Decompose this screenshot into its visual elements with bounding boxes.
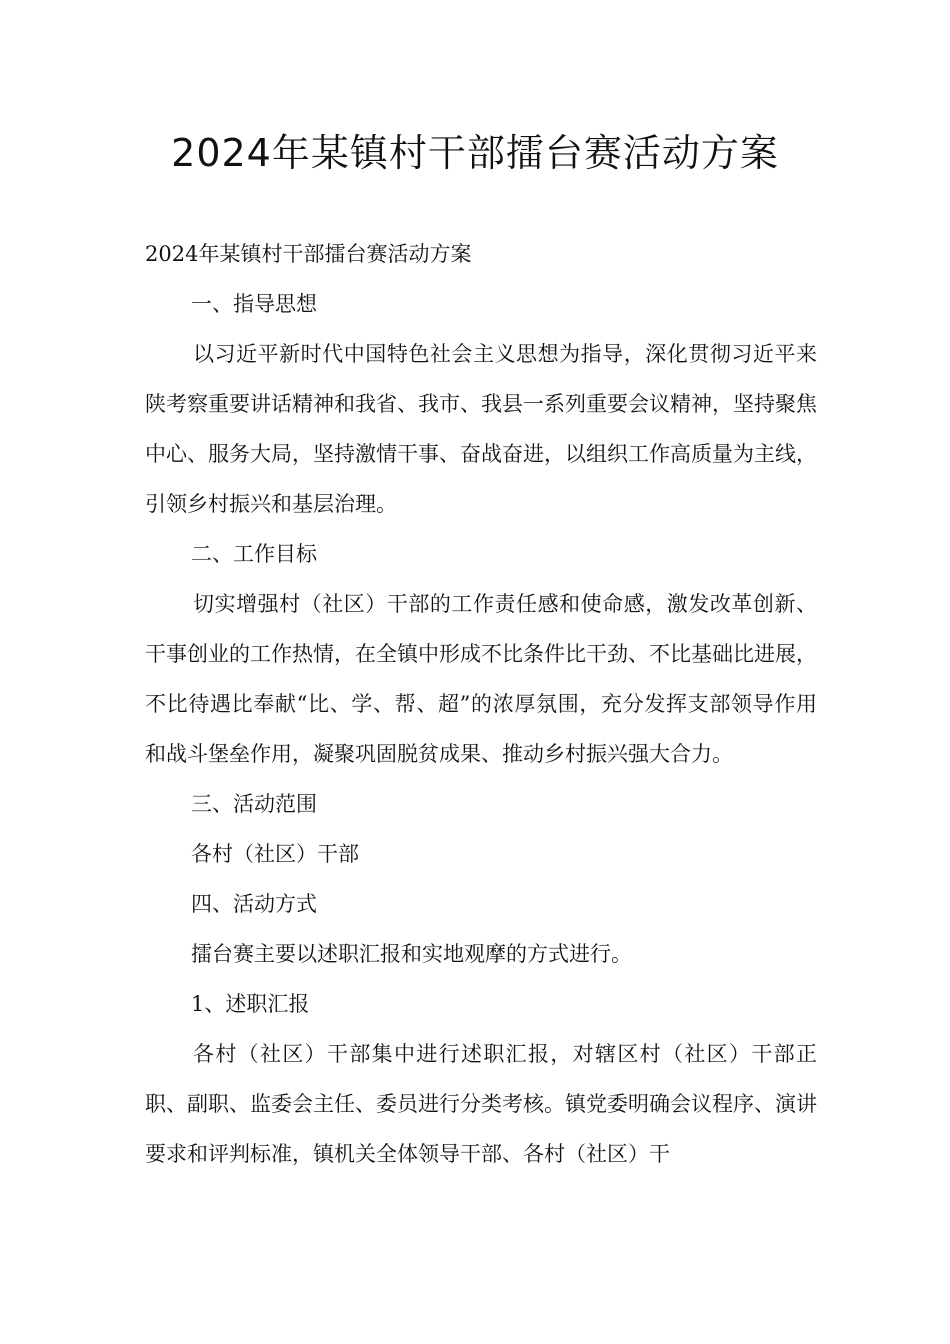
section-heading-activity-scope: 三、活动范围 — [191, 792, 317, 816]
paragraph-activity-scope: 各村（社区）干部 — [191, 842, 359, 866]
paragraph-guiding-ideology: 以习近平新时代中国特色社会主义思想为指导，深化贯彻习近平来陕考察重要讲话精神和我省、我市、我县一系列重要会议精神，坚持聚焦中心、服务大局，坚持激情干事、奋战奋进，以组织工作高质量为主线，引领乡村振兴和基层治理。 — [145, 342, 817, 516]
section-heading-guiding-ideology: 一、指导思想 — [191, 292, 317, 316]
document-title: 2024年某镇村干部擂台赛活动方案 — [171, 131, 779, 175]
paragraph-work-goals: 切实增强村（社区）干部的工作责任感和使命感，激发改革创新、干事创业的工作热情，在全镇中形成不比条件比干劲、不比基础比进展，不比待遇比奉献“比、学、帮、超”的浓厚氛围，充分发挥支部领导作用和战斗堡垒作用，凝聚巩固脱贫成果、推动乡村振兴强大合力。 — [145, 592, 817, 766]
section-heading-activity-method: 四、活动方式 — [191, 892, 317, 916]
subtitle-paragraph: 2024年某镇村干部擂台赛活动方案 — [145, 242, 472, 266]
paragraph-report: 各村（社区）干部集中进行述职汇报，对辖区村（社区）干部正职、副职、监委会主任、委员进行分类考核。镇党委明确会议程序、演讲要求和评判标准，镇机关全体领导干部、各村（社区）干 — [145, 1042, 817, 1166]
subsection-heading-report: 1、述职汇报 — [191, 992, 310, 1016]
document-body — [145, 229, 817, 1179]
section-heading-work-goals: 二、工作目标 — [191, 542, 317, 566]
paragraph-activity-method: 擂台赛主要以述职汇报和实地观摩的方式进行。 — [191, 942, 632, 966]
